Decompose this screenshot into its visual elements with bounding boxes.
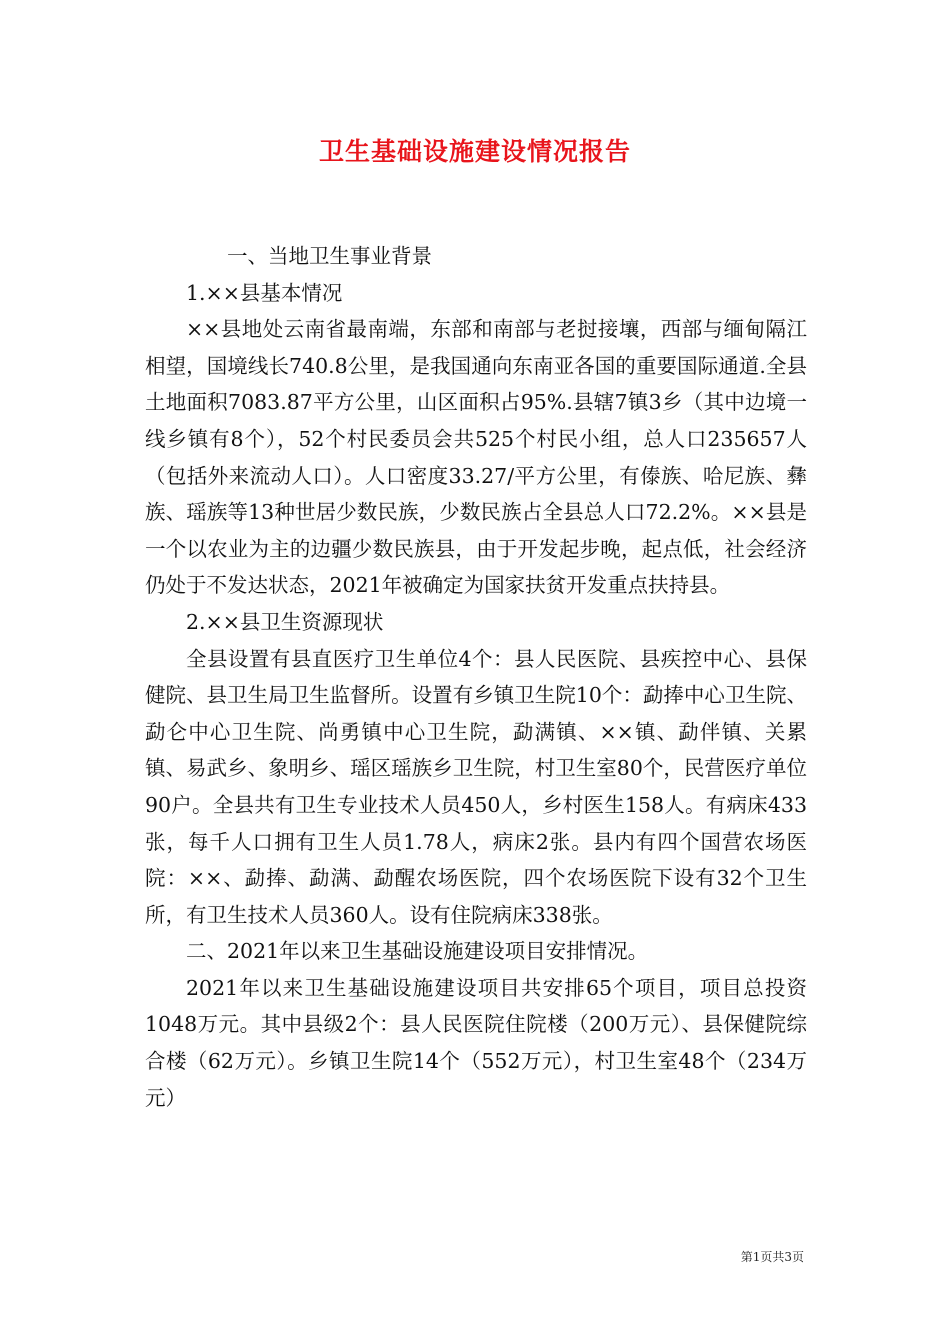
page-number: 第1页共3页 (740, 1250, 804, 1264)
subsection-heading: 1.××县基本情况 (186, 280, 343, 305)
body-paragraph: ××县地处云南省最南端，东部和南部与老挝接壤，西部与缅甸隔江相望，国境线长740.8公里，是我国通向东南亚各国的重要国际通道.全县土地面积7083.87平方公里，山区面积占95%.县辖7镇3乡（其中边境一线乡镇有8个），52个村民委员会共525个村民小组，总人口235657人（包括外来流动人口）。人口密度33.27/平方公里，有傣族、哈尼族、彝族、瑶族等13种世居少数民族，少数民族占全县总人口72.2%。××县是一个以农业为主的边疆少数民族县，由于开发起步晚，起点低，社会经济仍处于不发达状态，2021年被确定为国家扶贫开发重点扶持县。 (145, 317, 807, 598)
section-heading: 二、2021年以来卫生基础设施建设项目安排情况。 (186, 939, 649, 964)
body-paragraph: 2021年以来卫生基础设施建设项目共安排65个项目，项目总投资1048万元。其中县级2个：县人民医院住院楼（200万元）、县保健院综合楼（62万元）。乡镇卫生院14个（552万元），村卫生室48个（234万元） (145, 975, 807, 1110)
section-heading: 一、当地卫生事业背景 (227, 244, 432, 268)
body-paragraph: 全县设置有县直医疗卫生单位4个：县人民医院、县疾控中心、县保健院、县卫生局卫生监督所。设置有乡镇卫生院10个：勐捧中心卫生院、勐仑中心卫生院、尚勇镇中心卫生院，勐满镇、××镇、勐伴镇、关累镇、易武乡、象明乡、瑶区瑶族乡卫生院，村卫生室80个，民营医疗单位90户。全县共有卫生专业技术人员450人，乡村医生158人。有病床433张，每千人口拥有卫生人员1.78人，病床2张。县内有四个国营农场医院：××、勐捧、勐满、勐醒农场医院，四个农场医院下设有32个卫生所，有卫生技术人员360人。设有住院病床338张。 (145, 646, 807, 927)
subsection-heading: 2.××县卫生资源现状 (186, 609, 384, 634)
document-title: 卫生基础设施建设情况报告 (318, 137, 631, 166)
document-body (145, 238, 807, 1116)
